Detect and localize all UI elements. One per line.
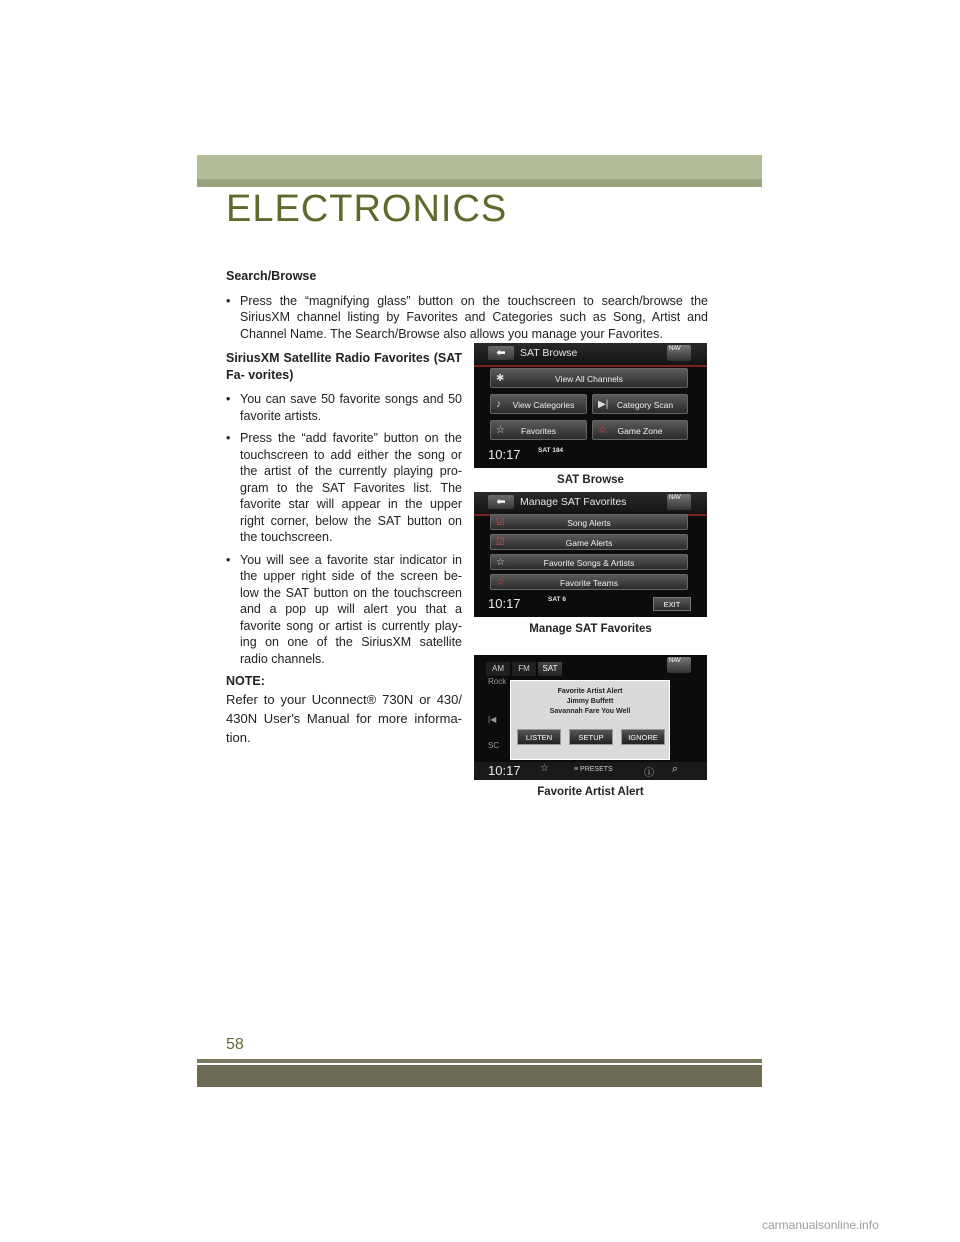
category-scan-button[interactable]: ▶| Category Scan (592, 394, 688, 414)
header-bar-accent (197, 179, 762, 187)
clock: 10:17 (488, 763, 521, 778)
star-note-icon: ☆ (496, 425, 505, 436)
favorites-heading: SiriusXM Satellite Radio Favorites (SAT Fa- vorites) (226, 351, 462, 382)
back-arrow-icon[interactable]: ⬅ (488, 346, 514, 360)
popup-title: Favorite Artist Alert (557, 688, 623, 695)
presets-button[interactable]: ≡ PRESETS (574, 766, 613, 773)
nav-button[interactable]: NAV (667, 657, 691, 673)
view-categories-button[interactable]: ♪ View Categories (490, 394, 587, 414)
game-zone-button[interactable]: ☆ Game Zone (592, 420, 688, 440)
tab-fm[interactable]: FM (512, 662, 536, 676)
setup-button[interactable]: SETUP (569, 729, 613, 745)
source-tabs (486, 658, 564, 676)
popup-artist: Jimmy Buffett (566, 698, 614, 705)
favorites-bullet-1: • You can save 50 favorite songs and 50 favorite artists. (226, 391, 462, 424)
favorite-teams-button[interactable]: ☆ Favorite Teams (490, 574, 688, 590)
channel-label: SAT 184 (538, 447, 564, 454)
favorite-star-icon[interactable]: ☆ (540, 763, 549, 774)
screen-titlebar (474, 343, 707, 367)
satellite-icon: ✱ (496, 373, 505, 384)
search-browse-bullet: • Press the “magnifying glass” button on the touchscreen to search/browse the SiriusXM channel listing by Favorites and Categories such as Song, Artist and Channel Name. The Search/Browse also allows you manage your Favorites. (226, 293, 708, 343)
note-heading: NOTE: (226, 674, 265, 688)
clock: 10:17 (488, 596, 521, 611)
sat-browse-screen (474, 343, 707, 468)
guitar-icon: ♪ (496, 399, 501, 410)
search-browse-heading: Search/Browse (226, 269, 317, 283)
checkbox-icon: ☑ (496, 517, 505, 528)
prev-track-icon[interactable]: |◀ (488, 715, 497, 724)
page-number: 58 (226, 1036, 244, 1053)
screen-title: Manage SAT Favorites (520, 496, 627, 508)
screen-title: SAT Browse (520, 347, 578, 359)
game-alerts-button[interactable]: ☑ Game Alerts (490, 534, 688, 550)
footer-bar-thin (197, 1059, 762, 1063)
favorites-bullet-2: • Press the “add favorite” button on the touchscreen to add either the song or the artist of the currently playing pro- gram to the SAT Favorites list. The favorite star will appear in the upper right corner, below the SAT button on the touchscreen. (226, 430, 462, 546)
header-bar (197, 155, 762, 179)
ignore-button[interactable]: IGNORE (621, 729, 665, 745)
clock: 10:17 (488, 447, 521, 462)
side-item-rock: Rock (488, 677, 507, 686)
bottom-bar (474, 762, 707, 780)
nav-button[interactable]: NAV (667, 345, 691, 361)
search-browse-section (226, 268, 708, 348)
checkbox-icon: ☑ (496, 537, 505, 548)
side-item-sc: SC (488, 741, 500, 750)
exit-button[interactable]: EXIT (653, 597, 691, 611)
favorites-bullet-3: • You will see a favorite star indicator in the upper right side of the screen be- low the SAT button on the touchscreen and a pop up will alert you that a favorite song or artist is currently play- ing on one of the SiriusXM satellite radio channels. (226, 552, 462, 668)
screen-titlebar (474, 492, 707, 516)
footer-bar (197, 1065, 762, 1087)
ball-star-icon: ☆ (598, 425, 607, 436)
back-arrow-icon[interactable]: ⬅ (488, 495, 514, 509)
caption-manage-sat-favorites: Manage SAT Favorites (529, 623, 652, 635)
info-icon[interactable]: ⓘ (644, 768, 654, 779)
search-icon[interactable]: ⌕ (672, 763, 679, 775)
note-body: Refer to your Uconnect® 730N or 430/ 430N User's Manual for more informa- tion. (226, 691, 462, 745)
caption-sat-browse: SAT Browse (557, 474, 624, 486)
section-title: ELECTRONICS (226, 188, 508, 230)
tab-sat[interactable]: SAT (538, 662, 562, 676)
favorites-section (226, 350, 462, 747)
popup-song: Savannah Fare You Well (549, 708, 631, 715)
song-alerts-button[interactable]: ☑ Song Alerts (490, 514, 688, 530)
tab-am[interactable]: AM (486, 662, 510, 676)
caption-favorite-artist-alert: Favorite Artist Alert (537, 786, 644, 798)
ball-star-icon: ☆ (496, 577, 505, 588)
skip-icon: ▶| (598, 399, 609, 410)
star-note-icon: ☆ (496, 557, 505, 568)
favorite-artist-alert-popup (510, 680, 670, 760)
nav-button[interactable]: NAV (667, 494, 691, 510)
watermark: carmanualsonline.info (762, 1218, 879, 1232)
manage-sat-favorites-screen (474, 492, 707, 617)
channel-label: SAT 6 (548, 596, 566, 603)
favorite-artist-alert-screen (474, 655, 707, 780)
view-all-channels-button[interactable]: ✱ View All Channels (490, 368, 688, 388)
favorites-button[interactable]: ☆ Favorites (490, 420, 587, 440)
favorite-songs-artists-button[interactable]: ☆ Favorite Songs & Artists (490, 554, 688, 570)
listen-button[interactable]: LISTEN (517, 729, 561, 745)
